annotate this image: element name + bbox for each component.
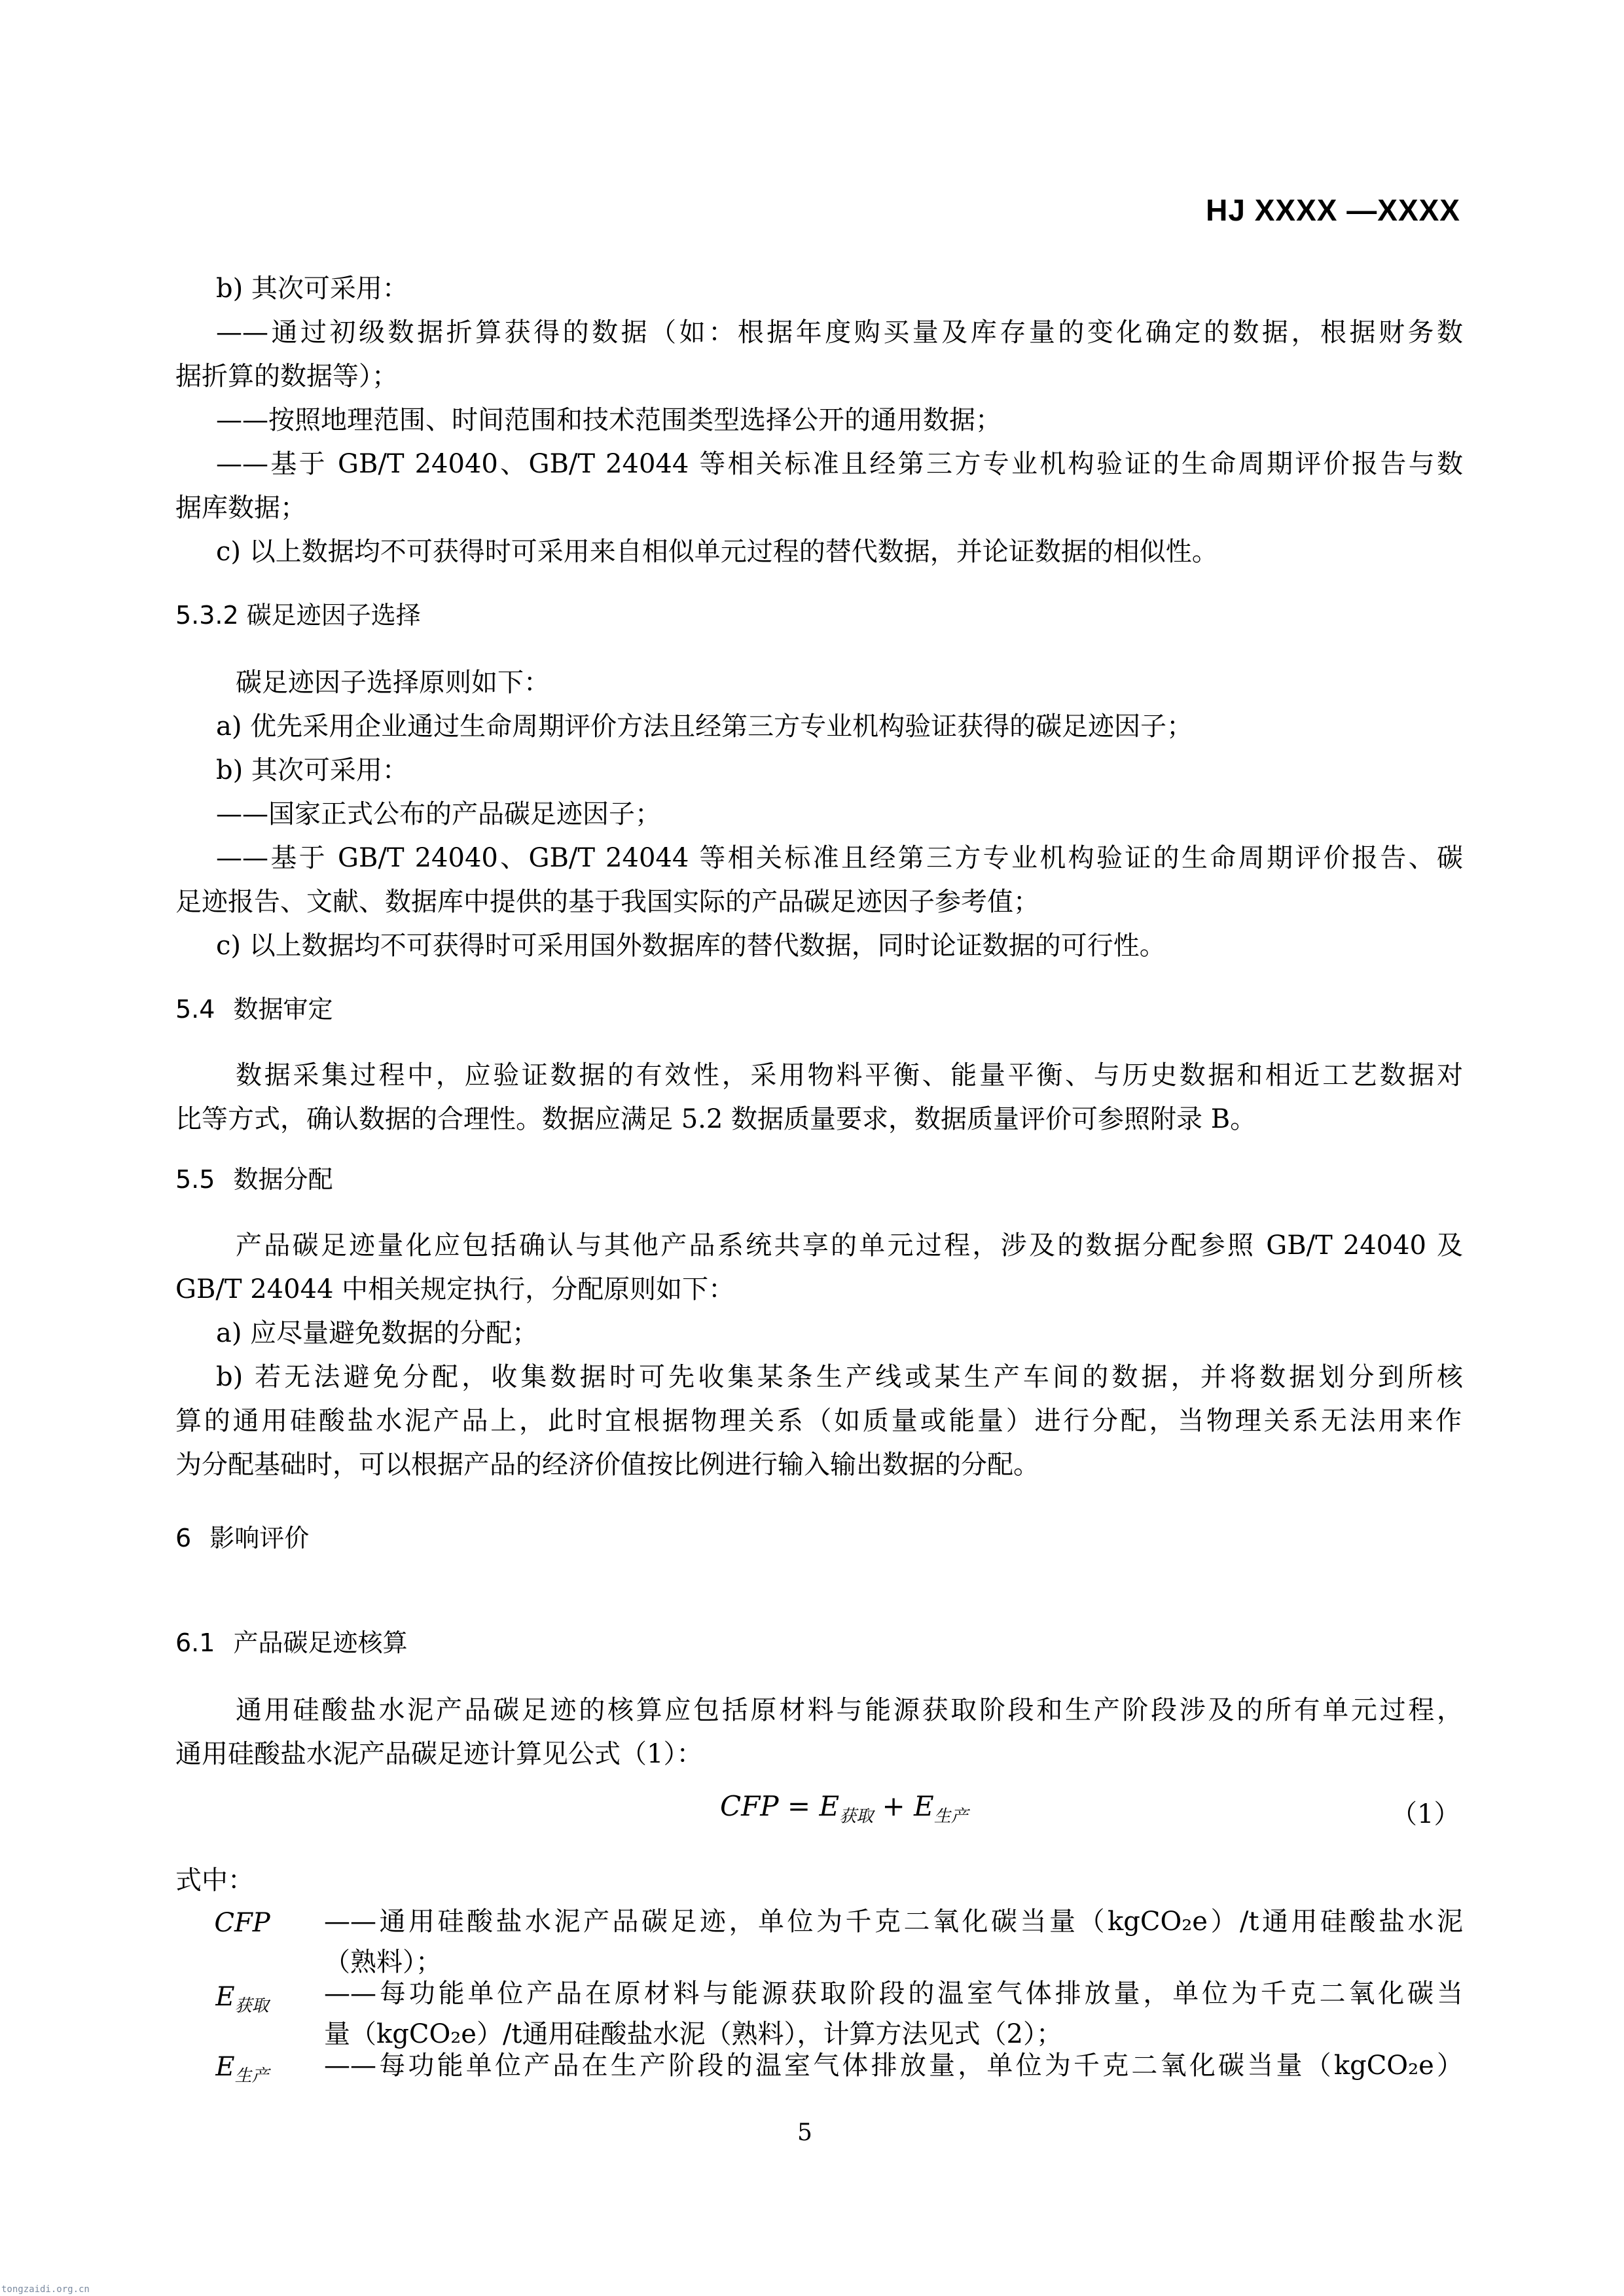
list-item-b: b) 其次可采用： [216,274,408,304]
section-title: 数据审定 [233,995,333,1024]
paragraph-line: 产品碳足迹量化应包括确认与其他产品系统共享的单元过程，涉及的数据分配参照 GB/T 24040 及 [236,1230,1463,1261]
definition-text [324,1901,1463,1982]
section-title: 产品碳足迹核算 [233,1628,408,1657]
section-title: 影响评价 [209,1524,310,1552]
section-number: 5.4 [175,995,215,1024]
paragraph-line: 通用硅酸盐水泥产品碳足迹计算见公式（1）： [175,1739,703,1769]
definition-symbol: CFP [214,1908,270,1938]
list-dash-line: ——基于 GB/T 24040、GB/T 24044 等相关标准且经第三方专业机构验证的生命周期评价报告、碳 [216,843,1463,873]
formula-1 [720,1790,968,1827]
list-dash-line: ——通过初级数据折算获得的数据（如：根据年度购买量及库存量的变化确定的数据，根据财务数 [216,317,1463,348]
definition-symbol: $E_{生产}$ [215,2052,269,2086]
formula-term: + E [873,1790,934,1822]
where-label: 式中： [175,1865,254,1895]
paragraph-line: 为分配基础时，可以根据产品的经济价值按比例进行输入输出数据的分配。 [175,1450,1039,1480]
paragraph-line: 比等方式，确认数据的合理性。数据应满足 5.2 数据质量要求，数据质量评价可参照附录 B。 [175,1104,1257,1134]
list-item-a: a) 优先采用企业通过生命周期评价方法且经第三方专业机构验证获得的碳足迹因子； [216,711,1193,742]
definition-symbol: $E_{获取}$ [215,1982,269,2016]
definition-line: ——通用硅酸盐水泥产品碳足迹，单位为千克二氧化碳当量（kgCO₂e）/t通用硅酸盐水泥 [324,1907,1463,1937]
document-code: HJ XXXX —XXXX [1206,193,1460,227]
paragraph: 碳足迹因子选择原则如下： [236,668,550,698]
list-dash-line: ——国家正式公布的产品碳足迹因子； [216,799,661,829]
formula-subscript: 获取 [839,1806,874,1827]
equation-number: （1） [1391,1799,1460,1829]
list-item-a: a) 应尽量避免数据的分配； [216,1318,539,1348]
page-number: 5 [797,2119,812,2146]
list-item-b: b) 若无法避免分配，收集数据时可先收集某条生产线或某生产车间的数据，并将数据划分到所核 [216,1362,1463,1392]
section-title: 数据分配 [233,1165,333,1194]
section-number: 6.1 [175,1628,215,1657]
paragraph-line: 算的通用硅酸盐水泥产品上，此时宜根据物理关系（如质量或能量）进行分配，当物理关系无法用来作 [175,1406,1462,1436]
paragraph-line: 通用硅酸盐水泥产品碳足迹的核算应包括原材料与能源获取阶段和生产阶段涉及的所有单元过程， [236,1695,1463,1725]
paragraph-line: 数据采集过程中，应验证数据的有效性，采用物料平衡、能量平衡、与历史数据和相近工艺数据对 [236,1060,1463,1090]
section-heading [175,1160,333,1199]
definition-text [324,1973,1463,2054]
list-dash-line: ——按照地理范围、时间范围和技术范围类型选择公开的通用数据； [216,405,1001,435]
list-dash-line: 据库数据； [175,493,306,523]
list-dash-line: ——基于 GB/T 24040、GB/T 24044 等相关标准且经第三方专业机构验证的生命周期评价报告与数 [216,449,1463,479]
chapter-heading [175,1518,309,1558]
formula-lhs: CFP [720,1790,779,1822]
definition-line: 量（kgCO₂e）/t通用硅酸盐水泥（熟料），计算方法见式（2）； [324,2019,1062,2049]
list-dash-line: 据折算的数据等）； [175,361,398,391]
formula-term: = E [778,1790,840,1822]
list-item-b: b) 其次可采用： [216,755,408,785]
definition-text [324,2045,1463,2086]
section-number: 6 [175,1524,192,1552]
list-item-c: c) 以上数据均不可获得时可采用来自相似单元过程的替代数据，并论证数据的相似性。 [216,537,1218,567]
definition-line: ——每功能单位产品在生产阶段的温室气体排放量，单位为千克二氧化碳当量（kgCO₂e） [324,2051,1463,2081]
section-heading [175,990,333,1029]
paragraph-line: GB/T 24044 中相关规定执行，分配原则如下： [175,1274,735,1304]
section-heading: 5.3.2 碳足迹因子选择 [175,601,421,630]
section-number: 5.5 [175,1165,215,1194]
list-dash-line: 足迹报告、文献、数据库中提供的基于我国实际的产品碳足迹因子参考值； [175,887,1039,917]
footer-watermark: tongzaidi.org.cn [1,2284,90,2295]
definition-line: （熟料）； [324,1947,442,1977]
definition-line: ——每功能单位产品在原材料与能源获取阶段的温室气体排放量，单位为千克二氧化碳当 [324,1979,1463,2009]
section-heading [175,1623,407,1662]
list-item-c: c) 以上数据均不可获得时可采用国外数据库的替代数据，同时论证数据的可行性。 [216,931,1166,961]
formula-subscript: 生产 [933,1806,968,1827]
